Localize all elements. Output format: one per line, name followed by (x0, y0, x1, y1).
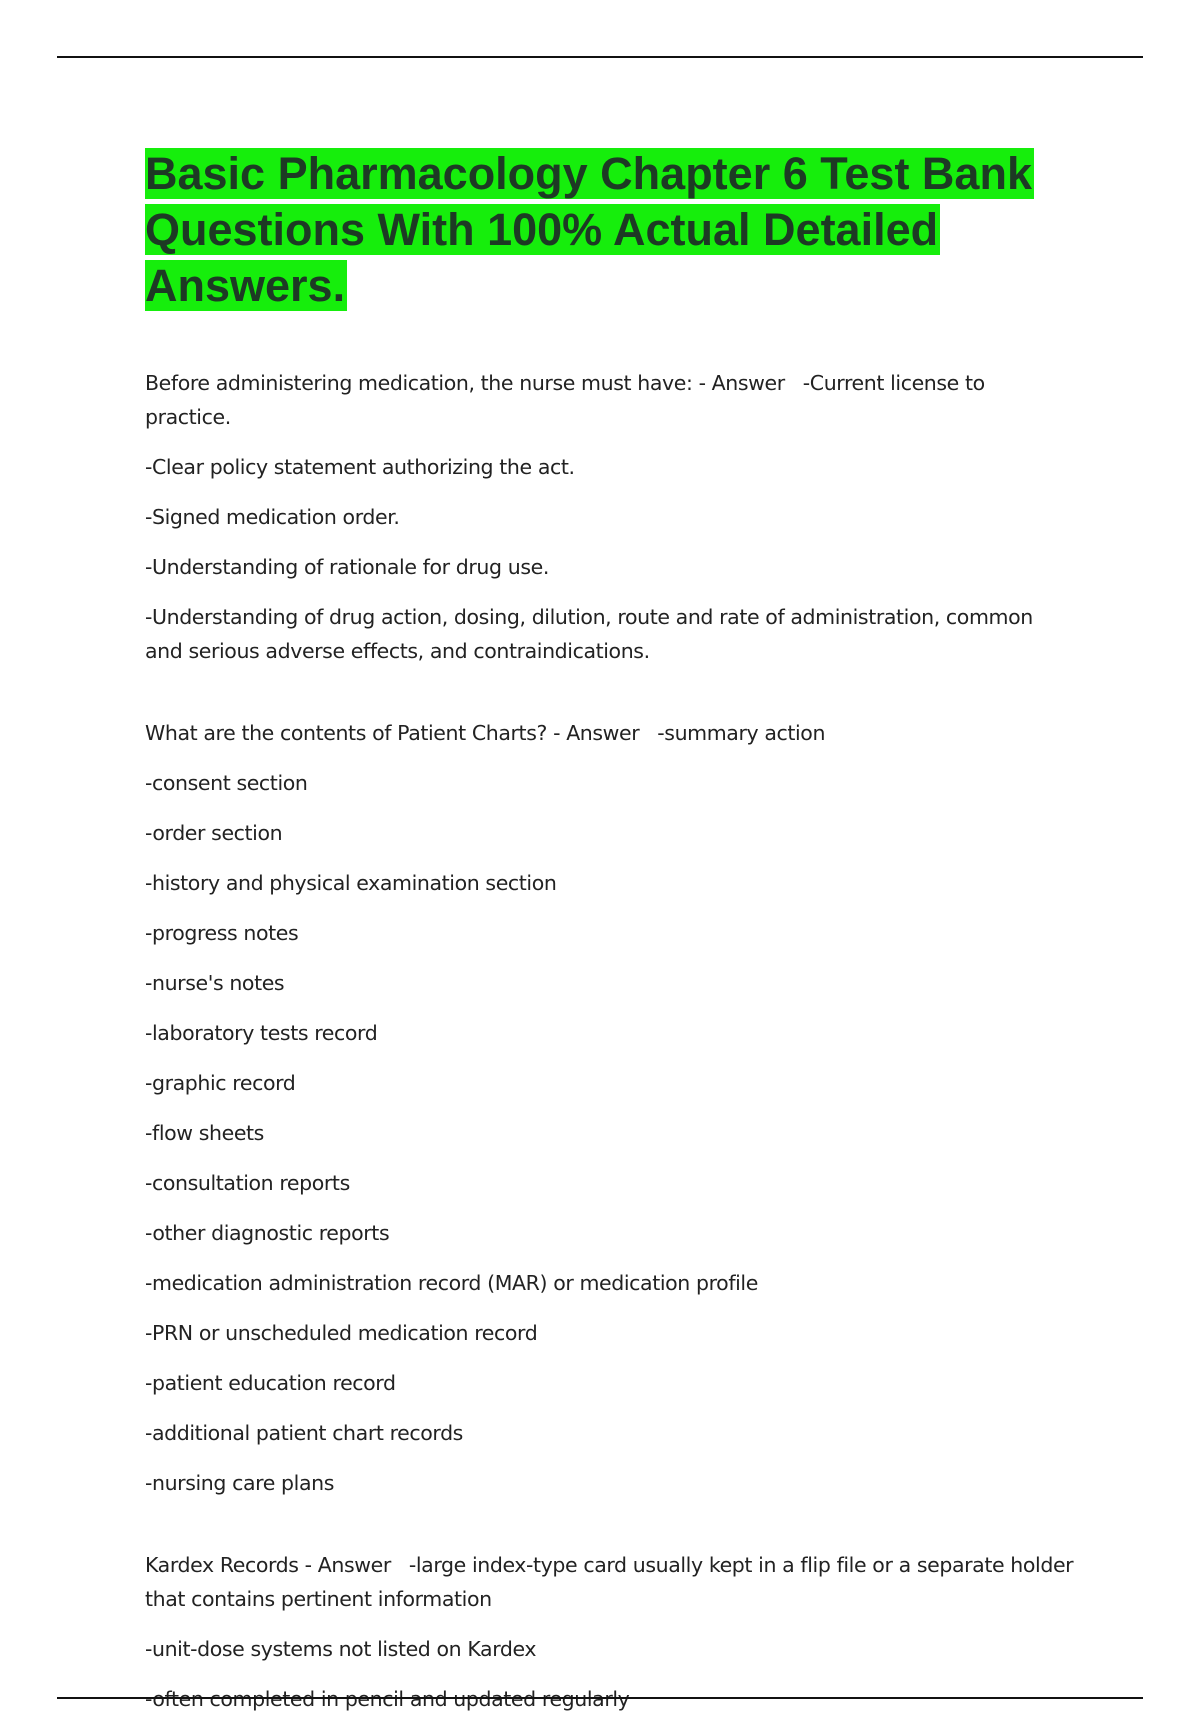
question-text: What are the contents of Patient Charts? - Answer (145, 721, 640, 745)
answer-line: -consultation reports (145, 1171, 350, 1195)
answer-line: -often completed in pencil and updated regularly (145, 1687, 630, 1711)
answer-line: -history and physical examination section (145, 871, 557, 895)
answer-line: -order section (145, 821, 283, 845)
answer-first: -Current license to practice. (145, 371, 985, 429)
answer-line: -PRN or unscheduled medication record (145, 1321, 538, 1345)
answer-line: -Signed medication order. (145, 505, 400, 529)
question-text: Before administering medication, the nurse must have: - Answer (145, 371, 785, 395)
answer-first: -large index-type card usually kept in a flip file or a separate holder that contains pertinent information (145, 1553, 1074, 1611)
answer-line: -nurse's notes (145, 971, 285, 995)
answer-line: -medication administration record (MAR) or medication profile (145, 1271, 758, 1295)
answer-line: -consent section (145, 771, 308, 795)
answer-line: -flow sheets (145, 1121, 264, 1145)
answer-line: -additional patient chart records (145, 1421, 463, 1445)
footer-rule (57, 1697, 1143, 1699)
answer-line: -Understanding of drug action, dosing, dilution, route and rate of administration, common and serious adverse effects, and contraindications. (145, 605, 1033, 663)
answer-line: -laboratory tests record (145, 1021, 378, 1045)
document-title (145, 146, 1075, 314)
qa-block-1 (145, 366, 1075, 668)
answer-line: -unit-dose systems not listed on Kardex (145, 1637, 537, 1661)
answer-line: -progress notes (145, 921, 299, 945)
question-line (145, 366, 1075, 434)
answer-first: -summary action (657, 721, 826, 745)
answer-line: -nursing care plans (145, 1471, 334, 1495)
answer-line: -Clear policy statement authorizing the act. (145, 455, 575, 479)
answer-line: -patient education record (145, 1371, 396, 1395)
qa-block-2 (145, 716, 1075, 1500)
question-text: Kardex Records - Answer (145, 1553, 391, 1577)
title-highlight: Basic Pharmacology Chapter 6 Test Bank Questions With 100% Actual Detailed Answers. (145, 148, 1032, 311)
header-rule (57, 56, 1143, 58)
qa-block-3 (145, 1548, 1075, 1716)
answer-line: -graphic record (145, 1071, 296, 1095)
question-line (145, 716, 1075, 750)
document-body (145, 146, 1075, 1716)
answer-line: -other diagnostic reports (145, 1221, 390, 1245)
question-line (145, 1548, 1075, 1616)
answer-line: -Understanding of rationale for drug use. (145, 555, 549, 579)
